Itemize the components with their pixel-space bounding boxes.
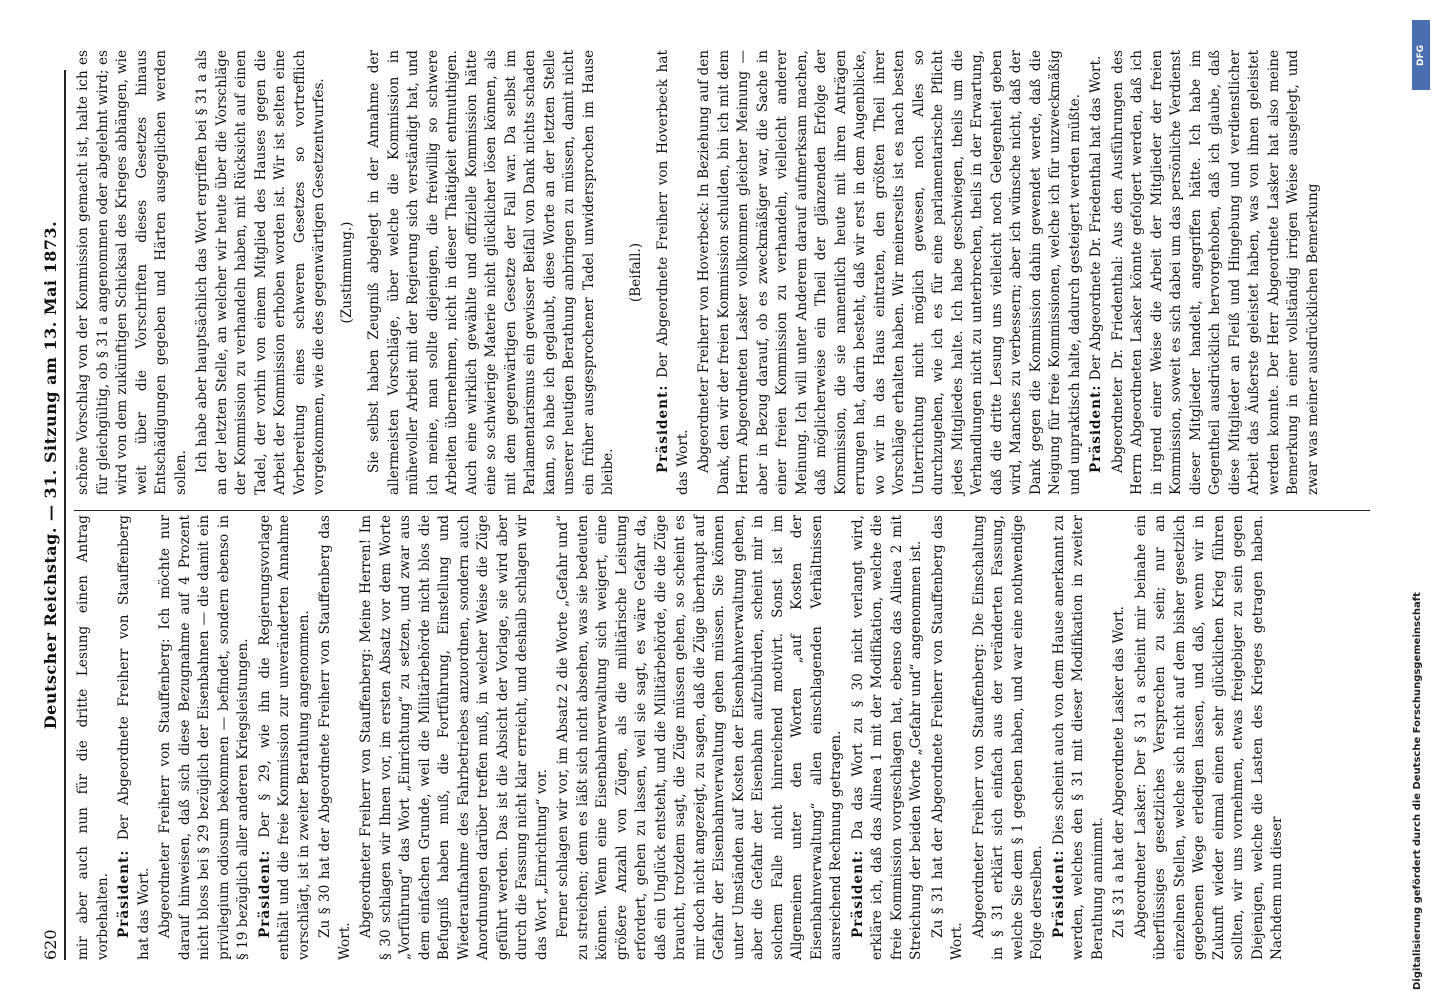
paragraph-text: Zu § 31 hat der Abgeordnete Freiherr von Stauffenberg das Wort.	[929, 515, 965, 960]
right-column	[74, 50, 1325, 495]
paragraph	[74, 50, 191, 495]
paragraph	[1109, 50, 1324, 495]
paragraph-text: mir aber auch nun für die dritte Lesung einen Antrag vorbehalten.	[75, 515, 111, 960]
page-number: 620	[41, 929, 60, 960]
paragraph	[654, 50, 693, 495]
paragraph-text: Abgeordneter Freiherr von Stauffenberg: Meine Herren! Im § 30 schlagen wir Ihnen vor, im ersten Absatz vor dem Worte „Vorführung“ das Wort „Einrichtung“ zu setzen, und zwar aus dem einfachen Grunde, weil die Militärbehörde nicht blos die Befugniß haben muß, die Fortführung, Einstellung und Wiederaufnahme des Fahrbetriebes anzuordnen, sondern auch Anordnungen darüber treffen muß, in welcher Weise die Züge geführt werden. Das ist die Absicht der Vorlage, sie wird aber durch die Fassung nicht klar erreicht, und deshalb schlagen wir das Wort „Einrichtung“ vor.	[358, 515, 550, 960]
digitization-credit: Digitalisierung gefördert durch die Deutsche Forschungsgemeinschaft	[1412, 592, 1423, 990]
paragraph-text: Sie selbst haben Zeugniß abgelegt in der Annahme der allermeisten Vorschläge, über welche die Kommission in mühevoller Arbeit mit der Regierung sich verständigt hat, und ich meine, man sollte diejenigen, die freiwillig so schwere Arbeiten übernehmen, nicht in dieser Thätigkeit entmuthigen. Auch eine wirklich gewählte und offizielle Kommission hätte eine so schwierige Materie nicht glücklicher lösen können, als mit dem gegenwärtigen Gesetze der Fall war. Da selbst im Parlamentarismus ein gewisser Beifall von Dank nichts schaden kann, so habe ich geglaubt, diese Worte an der letzten Stelle unserer heutigen Berathung anbringen zu müssen, damit nicht ein früher ausgesprochener Tadel unwidersprochen im Hause bleibe.	[366, 50, 616, 495]
paragraph	[1110, 515, 1130, 960]
paragraph-text: Abgeordneter Dr. Friedenthal: Aus den Ausführungen des Herrn Abgeordneten Lasker könnte gefolgert werden, daß ich in irgend einer Weise die Arbeit der Mitglieder der freien Kommission, soweit es sich dabei um das persönliche Verdienst dieser Mitglieder handelt, angegriffen hätte. Ich habe im Gegentheil ausdrücklich hervorgehoben, daß ich glaube, daß diese Mitglieder an Fleiß und Hingebung und verdienstlicher Arbeit das Äußerste geleistet haben, was von ihnen geleistet werden konnte. Der Herr Abgeordnete Lasker hat also meine Bemerkung in einer vollständig irrigen Weise ausgelegt, und zwar was meiner ausdrücklichen Bemerkung	[1109, 50, 1321, 495]
paragraph	[74, 515, 113, 960]
paragraph	[1087, 50, 1107, 495]
paragraph-text: schöne Vorschlag von der Kommission gemacht ist, halte ich es für gleichgültig, ob § 31 a angenommen oder abgelehnt wird; es wird von dem zukünftigen Schicksal des Krieges abhängen, wie weit über die Vorschriften dieses Gesetzes hinaus Entschädigungen gegeben und Härten ausgeglichen werden sollen.	[75, 50, 189, 495]
paragraph-text: Abgeordneter Freiherr von Stauffenberg: Die Einschaltung in § 31 erklärt sich einfach aus der veränderten Fassung, welche Sie dem § 1 gegeben haben, und war eine nothwendige Folge derselben.	[970, 515, 1045, 960]
page-header	[20, 70, 60, 960]
paragraph-text: Der Abgeordnete Freiherr von Stauffenberg hat das Wort.	[116, 515, 152, 960]
paragraph-text: Der § 29, wie ihn die Regierungsvorlage enthält und die freie Kommission zur unveränderten Annahme vorschlägt, ist in zweiter Berathung angenommen.	[256, 515, 312, 960]
left-column	[74, 515, 1290, 960]
paragraph-text: Da das Wort zu § 30 nicht verlangt wird, erkläre ich, daß das Alinea 1 mit der Modifikation, welche die freie Kommission vorgeschlagen hat, ebenso das Alinea 2 mit Streichung der beiden Worte „Gefahr und“ angenommen ist.	[849, 515, 924, 960]
paragraph	[929, 515, 968, 960]
speaker-label: Präsident:	[1050, 849, 1067, 938]
column-divider	[74, 510, 1370, 511]
paragraph	[695, 50, 1085, 495]
interjection-text: (Beifall.)	[627, 242, 644, 303]
interjection-text: (Zustimmung.)	[338, 221, 355, 324]
paragraph	[316, 515, 355, 960]
paragraph-text: Zu § 30 hat der Abgeordnete Freiherr von Stauffenberg das Wort.	[317, 515, 353, 960]
speaker-label: Präsident:	[655, 384, 671, 473]
speaker-label: Präsident:	[1088, 384, 1104, 473]
paragraph	[357, 515, 552, 960]
paragraph	[554, 515, 847, 960]
paragraph-text: Zu § 31 a hat der Abgeordnete Lasker das Wort.	[1111, 606, 1127, 938]
interjection	[338, 50, 358, 495]
paragraph-text: Abgeordneter Freiherr von Hoverbeck: In Beziehung auf den Dank, den wir der freien Kommission schulden, bin ich mit dem Herrn Abgeordneten Lasker vollkommen gleicher Meinung — aber in Bezug darauf, ob es zweckmäßiger war, die Sache in einer freien Kommission zu verhandeln, vielleicht anderer Meinung. Ich will unter Anderem darauf aufmerksam machen, daß möglicherweise ein Theil der glänzenden Erfolge der Kommission, die sie namentlich heute mit ihren Anträgen errungen hat, darin besteht, daß wir erst in dem Augenblicke, wo wir in das Haus eintraten, den größten Theil ihrer Vorschläge erhalten haben. Wir meinerseits ist es nach besten Unterrichtung nicht möglich gewesen, noch Alles so durchzugehen, wie ich es für eine parlamentarische Pflicht jedes Mitgliedes halte. Ich habe geschwiegen, theils um die Verhandlungen nicht zu unterbrechen, theils in der Erwartung, daß die dritte Lesung uns vielleicht noch Gelegenheit geben wird, Manches zu verbessern; aber ich wünsche nicht, daß der Dank gegen die Kommission dahin gewendet werde, daß die Neigung für freie Kommissionen, welche ich für unzweckmäßig und unpraktisch halte, dadurch gesteigert werden müßte.	[696, 50, 1083, 495]
paragraph-text: Dies scheint auch von dem Hause anerkannt zu werden, welches den § 31 mit dieser Modifikation in zweiter Berathung annimmt.	[1050, 515, 1106, 960]
paragraph	[156, 515, 254, 960]
paragraph-text: Ich habe aber hauptsächlich das Wort ergriffen bei § 31 a als an der letzten Stelle, an welcher wir heute über die Vorschläge der Kommission zu verhandeln haben, mit Rücksicht auf einen Tadel, der vorhin von einem Mitglied des Hauses gegen die Arbeit der Kommission erhoben worden ist. Wir ist selten eine Vorbereitung eines schweren Gesetzes so vortrefflich vorgekommen, wie die des gegenwärtigen Gesetzentwurfes.	[194, 50, 327, 495]
header-divider	[64, 70, 66, 960]
paragraph	[193, 50, 330, 495]
paragraph	[1132, 515, 1288, 960]
paragraph	[1050, 515, 1109, 960]
paragraph	[256, 515, 315, 960]
page-title: Deutscher Reichstag. — 31. Sitzung am 13. Mai 1873.	[41, 220, 60, 730]
paragraph	[849, 515, 927, 960]
rotated-sheet	[20, 40, 1400, 1000]
dfg-logo: DFG	[1412, 20, 1430, 90]
paragraph-text: Abgeordneter Freiherr von Stauffenberg: Ich möchte nur darauf hinweisen, daß sich diese Bezugnahme auf 4 Prozent nicht bloss bei § 29 bezüglich der Eisenbahnen — die damit ein privilegium odiosum bekommen — befindet, sondern ebenso in § 19 bezüglich aller anderen Kriegsleistungen.	[157, 515, 251, 960]
paragraph-text: Der Abgeordnete Freiherr von Hoverbeck hat das Wort.	[655, 50, 691, 495]
speaker-label: Präsident:	[116, 849, 132, 938]
paragraph	[970, 515, 1048, 960]
speaker-label: Präsident:	[849, 849, 866, 938]
speaker-label: Präsident:	[256, 849, 273, 938]
interjection	[627, 50, 647, 495]
paragraph	[115, 515, 154, 960]
paragraph-text: Ferner schlagen wir vor, im Absatz 2 die Worte „Gefahr und“ zu streichen; denn es läßt sich nicht absehen, was sie bedeuten können. Wenn eine Eisenbahnverwaltung sich weigert, eine größere Anzahl von Zügen, als die militärische Leistung erfordert, gehen zu lassen, weil sie sagt, es wäre Gefahr da, daß ein Unglück entsteht, und die Militärbehörde, die die Züge braucht, trotzdem sagt, die Züge müssen gehen, so scheint es mir doch nicht angezeigt, zu sagen, daß die Züge überhaupt auf Gefahr der Eisenbahnverwaltung gehen müssen. Sie können unter Umständen auf Kosten der Eisenbahnverwaltung gehen, aber die Gefahr der Eisenbahn aufzubürden, scheint mir in solchem Falle nicht hinreichend motivirt. Sonst ist im Allgemeinen unter den Worten „auf Kosten der Eisenbahnverwaltung“ allen einschlagenden Verhältnissen ausreichend Rechnung getragen.	[555, 515, 844, 960]
paragraph-text: Der Abgeordnete Dr. Friedenthal hat das Wort.	[1088, 55, 1104, 381]
paragraph	[365, 50, 619, 495]
paragraph-text: Abgeordneter Lasker: Der § 31 a scheint mir beinahe ein überflüssiges gesetzliches Versprechen zu sein; nur an einzelnen Stellen, welche sich nicht auf dem bisher gesetzlich gegebenen Wege erledigen lassen, und daß, wenn wir in Zukunft wieder einmal einen sehr glücklichen Krieg führen sollten, wir uns vornehmen, etwas freigebiger zu sein gegen Diejenigen, welche die Lasten des Krieges getragen haben. Nachdem nun dieser	[1132, 515, 1285, 960]
